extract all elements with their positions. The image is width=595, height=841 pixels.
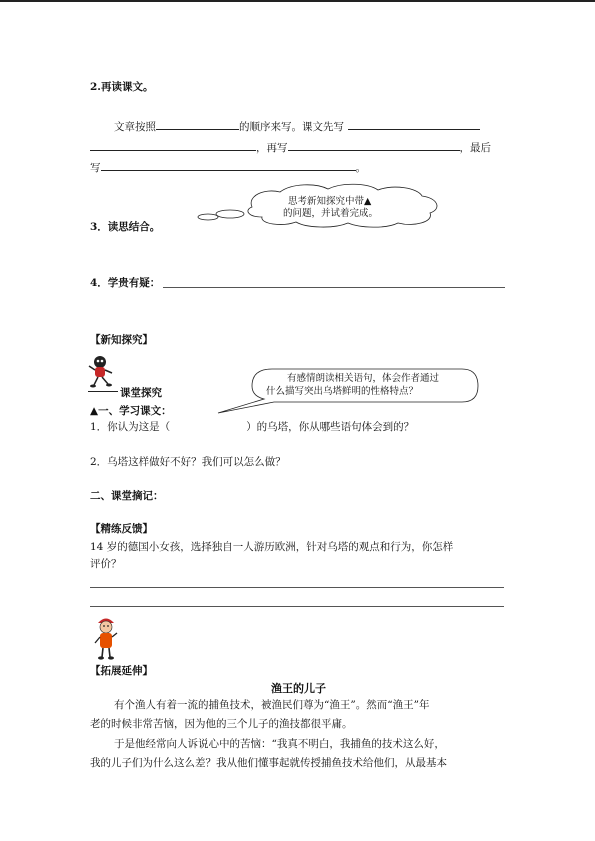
practice-question-line-1: 14 岁的德国小女孩，选择独自一人游历欧洲，针对乌塔的观点和行为，你怎样 [90, 541, 454, 553]
new-knowledge-heading: 【新知探究】 [90, 334, 153, 346]
structure-text-3b: 。 [355, 162, 366, 174]
structure-line-3 [90, 159, 366, 175]
story-p2-line-2: 我的儿子们为什么这么差？我从他们懂事起就传授捕鱼技术给他们，从最基本 [90, 757, 447, 769]
answer-line-1[interactable] [90, 587, 504, 588]
structure-text-1a: 文章按照 [114, 121, 156, 133]
story-p1-line-2: 老的时候非常苦恼，因为他的三个儿子的渔技都很平庸。 [90, 718, 353, 730]
structure-text-2b: ，最后 [459, 142, 491, 154]
classroom-subheading-2: 二、课堂摘记： [90, 490, 164, 502]
structure-line-1 [114, 118, 480, 134]
question-2: 2．乌塔这样做好不好？我们可以怎么做？ [90, 456, 286, 468]
cartoon-figure-icon [86, 354, 118, 390]
blank-then[interactable] [288, 139, 460, 151]
question-1-text-b: ）的乌塔，你从哪些语句体会到的？ [246, 421, 415, 433]
section-4-heading: 4．学贵有疑： [90, 277, 161, 289]
structure-text-1b: 的顺序来写。课文先写 [239, 121, 344, 133]
section-3-heading: 3．读思结合。 [90, 221, 161, 233]
thought-bubble-line-1: 思考新知探究中带▲ [288, 196, 372, 207]
speech-bubble-line-2: 什么描写突出乌塔鲜明的性格特点？ [266, 386, 419, 397]
blank-first[interactable] [348, 118, 480, 130]
header-rule [0, 0, 595, 2]
structure-text-2a: ，再写 [256, 142, 288, 154]
practice-heading: 【精练反馈】 [90, 523, 153, 535]
structure-line-2 [90, 139, 491, 155]
story-p1-line-1: 有个渔人有着一流的捕鱼技术，被渔民们尊为“渔王”。然而“渔王”年 [114, 699, 430, 711]
blank-first-cont[interactable] [90, 139, 256, 151]
classroom-subheading-1: ▲一、学习课文： [90, 405, 172, 417]
answer-line-2[interactable] [90, 606, 504, 607]
thought-bubble-line-2: 的问题，并试着完成。 [283, 208, 379, 219]
classroom-title: 课堂探究 [120, 387, 162, 399]
extension-heading: 【拓展延伸】 [90, 665, 153, 677]
blank-last[interactable] [101, 159, 356, 171]
question-1 [90, 419, 414, 434]
question-answer-line[interactable] [163, 287, 505, 288]
practice-question-line-2: 评价？ [90, 558, 122, 570]
blank-order[interactable] [156, 118, 239, 130]
story-title: 渔王的儿子 [271, 682, 326, 695]
speech-bubble-line-1: 有感情朗读相关语句，体会作者通过 [287, 373, 440, 384]
story-p2-line-1: 于是他经常向人诉说心中的苦恼：“我真不明白，我捕鱼的技术这么好， [114, 738, 445, 750]
structure-text-3a: 写 [90, 162, 101, 174]
figure-underline [88, 391, 118, 392]
section-2-heading: 2.再读课文。 [90, 81, 154, 93]
cartoon-kid-icon [92, 614, 120, 662]
question-1-text-a: 1．你认为这是（ [90, 421, 171, 433]
